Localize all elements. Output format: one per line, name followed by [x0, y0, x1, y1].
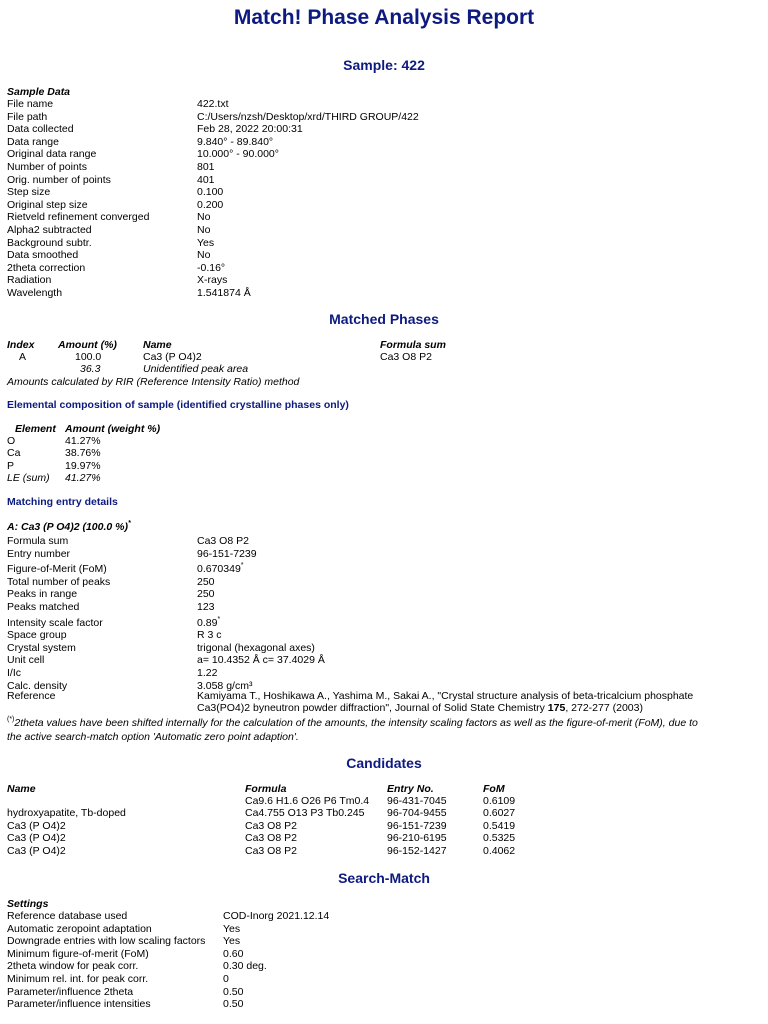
- entry-value: [197, 563, 244, 576]
- reference-label: Reference: [7, 690, 56, 702]
- setting-value: 0.50: [223, 998, 244, 1011]
- entry-value: trigonal (hexagonal axes): [197, 641, 315, 654]
- candidate-row: [0, 820, 768, 833]
- sample-title: Sample: 422: [343, 57, 425, 73]
- matching-entry-row: [0, 654, 768, 667]
- sample-value: 0.100: [197, 186, 224, 199]
- sample-data-row: [0, 98, 768, 111]
- element-amount: 38.76%: [65, 447, 101, 460]
- cand-header-formula: Formula: [245, 783, 287, 795]
- search-match-heading: Search-Match: [338, 870, 430, 886]
- matching-entry-row: [0, 548, 768, 561]
- candidate-row: [0, 795, 768, 808]
- setting-label: Parameter/influence 2theta: [7, 985, 134, 998]
- phase-entry-title: [7, 521, 131, 534]
- sample-value: 0.200: [197, 198, 224, 211]
- sample-label: Data collected: [7, 123, 74, 136]
- sample-data-row: [0, 111, 768, 124]
- candidate-row: [0, 807, 768, 820]
- entry-label: Unit cell: [7, 654, 45, 667]
- candidate-fom: 0.5325: [483, 832, 516, 845]
- cand-header-fom: FoM: [483, 783, 505, 795]
- header-formula-sum: Formula sum: [380, 339, 446, 351]
- setting-label: Parameter/influence intensities: [7, 998, 151, 1011]
- entry-label: Intensity scale factor: [7, 616, 103, 629]
- footnote-line-2: the active search-match option 'Automatic zero point adaption'.: [7, 731, 299, 743]
- entry-value-text: 0.89: [197, 616, 218, 629]
- entry-label: Formula sum: [7, 535, 69, 547]
- candidate-formula: Ca4.755 O13 P3 Tb0.245: [245, 807, 365, 820]
- sample-label: Original step size: [7, 198, 88, 211]
- reference-volume: 175: [547, 702, 566, 714]
- elemental-row: [0, 460, 768, 473]
- entry-value: [197, 617, 220, 630]
- sample-value: -0.16°: [197, 261, 226, 274]
- reference-line-2: [197, 702, 643, 715]
- sample-value: Yes: [197, 236, 215, 249]
- elemental-row: [0, 435, 768, 448]
- matching-entry-row: [0, 617, 768, 630]
- setting-value: 0.60: [223, 947, 244, 960]
- settings-row: [0, 910, 768, 923]
- entry-value: 1.22: [197, 667, 218, 679]
- unidentified-name: Unidentified peak area: [143, 363, 249, 375]
- header-index: Index: [7, 339, 35, 351]
- sample-label: Number of points: [7, 161, 87, 173]
- entry-label: I/Ic: [7, 667, 22, 679]
- candidate-formula: Ca3 O8 P2: [245, 819, 297, 832]
- sample-value: 801: [197, 161, 215, 173]
- entry-label: Calc. density: [7, 679, 68, 692]
- cand-header-entry: Entry No.: [387, 783, 434, 795]
- header-amount: Amount (%): [58, 339, 117, 351]
- sample-data-row: [0, 174, 768, 187]
- asterisk-mark: *: [217, 615, 221, 623]
- sample-value: C:/Users/nzsh/Desktop/xrd/THIRD GROUP/422: [197, 110, 419, 123]
- candidate-formula: Ca3 O8 P2: [245, 832, 297, 845]
- candidate-fom: 0.5419: [483, 819, 516, 832]
- entry-value: Ca3 O8 P2: [197, 535, 249, 547]
- candidate-fom: 0.4062: [483, 844, 516, 857]
- element-amount: 41.27%: [65, 472, 101, 485]
- elemental-row: [0, 447, 768, 460]
- settings-row: [0, 973, 768, 986]
- sample-label: Background subtr.: [7, 236, 92, 249]
- reference-row-2: [0, 702, 768, 715]
- phase-amount: 100.0: [75, 351, 102, 363]
- setting-value: 0.50: [223, 985, 244, 998]
- sample-data-row: [0, 123, 768, 136]
- sample-label: Rietveld refinement converged: [7, 211, 150, 224]
- sample-value: Feb 28, 2022 20:00:31: [197, 123, 303, 136]
- sample-label: Wavelength: [7, 287, 63, 299]
- setting-label: 2theta window for peak corr.: [7, 960, 139, 973]
- sample-value: 10.000° - 90.000°: [197, 148, 279, 161]
- matching-entry-row: [0, 588, 768, 601]
- matched-phases-heading: Matched Phases: [329, 311, 439, 327]
- asterisk-mark: *: [240, 562, 244, 570]
- candidate-entry: 96-431-7045: [387, 795, 447, 807]
- setting-label: Minimum figure-of-merit (FoM): [7, 947, 149, 960]
- sample-data-heading: Sample Data: [7, 86, 71, 98]
- sample-data-row: [0, 211, 768, 224]
- setting-value: COD-Inorg 2021.12.14: [223, 910, 330, 922]
- entry-label: Figure-of-Merit (FoM): [7, 563, 107, 576]
- element-symbol: P: [7, 459, 15, 472]
- settings-row: [0, 998, 768, 1011]
- entry-label: Crystal system: [7, 641, 76, 654]
- entry-value-text: 0.670349: [197, 563, 241, 576]
- candidates-heading: Candidates: [346, 755, 422, 771]
- matching-entry-row: [0, 601, 768, 614]
- footnote-line-1: [7, 717, 698, 730]
- sample-label: Data range: [7, 135, 59, 148]
- settings-row: [0, 923, 768, 936]
- sample-data-row: [0, 287, 768, 300]
- candidate-entry: 96-210-6195: [387, 832, 447, 845]
- entry-label: Total number of peaks: [7, 575, 111, 588]
- sample-value: 422.txt: [197, 98, 229, 110]
- sample-value: No: [197, 224, 211, 236]
- candidate-fom: 0.6109: [483, 795, 516, 807]
- settings-row: [0, 986, 768, 999]
- sample-label: File name: [7, 98, 54, 110]
- sample-data-row: [0, 199, 768, 212]
- sample-data-row: [0, 237, 768, 250]
- matching-entry-row: [0, 667, 768, 680]
- sample-label: File path: [7, 110, 48, 123]
- candidate-name: Ca3 (P O4)2: [7, 832, 66, 845]
- entry-value: 96-151-7239: [197, 547, 257, 560]
- settings-heading: Settings: [7, 898, 49, 910]
- candidate-formula: Ca3 O8 P2: [245, 844, 297, 857]
- candidate-row: [0, 845, 768, 858]
- matching-entry-heading: Matching entry details: [7, 496, 118, 508]
- entry-label: Peaks in range: [7, 588, 78, 601]
- sample-label: Step size: [7, 186, 51, 199]
- sample-value: 401: [197, 173, 215, 186]
- reference-line-1: Kamiyama T., Hoshikawa A., Yashima M., Sakai A., "Crystal structure analysis of beta-tricalcium phosphate: [197, 690, 694, 702]
- sample-value: No: [197, 249, 211, 262]
- setting-value: Yes: [223, 935, 241, 948]
- phase-entry-star: *: [128, 520, 131, 527]
- unidentified-row: [0, 363, 768, 376]
- rir-note: Amounts calculated by RIR (Reference Intensity Ratio) method: [7, 376, 300, 388]
- setting-label: Automatic zeropoint adaptation: [7, 922, 152, 935]
- setting-label: Reference database used: [7, 910, 128, 922]
- setting-value: 0: [223, 973, 229, 985]
- sample-label: Alpha2 subtracted: [7, 224, 92, 236]
- candidate-entry: 96-704-9455: [387, 807, 447, 820]
- sample-label: Original data range: [7, 148, 97, 161]
- matching-entry-row: [0, 629, 768, 642]
- element-amount: 41.27%: [65, 435, 101, 447]
- report-title: Match! Phase Analysis Report: [233, 6, 535, 29]
- setting-label: Minimum rel. int. for peak corr.: [7, 973, 149, 985]
- sample-value: 1.541874 Å: [197, 287, 251, 299]
- sample-label: Data smoothed: [7, 249, 79, 262]
- reference-line-2-pre: Ca3(PO4)2 byneutron powder diffraction", Journal of Solid State Chemistry: [197, 702, 548, 714]
- element-symbol: Ca: [7, 447, 21, 460]
- sample-data-row: [0, 186, 768, 199]
- entry-value: R 3 c: [197, 629, 222, 642]
- matching-entry-row: [0, 576, 768, 589]
- sample-data-row: [0, 161, 768, 174]
- sample-data-row: [0, 249, 768, 262]
- footnote-text-1: 2theta values have been shifted internally for the calculation of the amounts, the intensity scaling factors as well as the figure-of-merit (FoM), due to: [14, 717, 698, 729]
- sample-label: 2theta correction: [7, 261, 86, 274]
- element-symbol: LE (sum): [7, 472, 50, 485]
- candidate-name: hydroxyapatite, Tb-doped: [7, 807, 126, 820]
- sample-data-row: [0, 262, 768, 275]
- elemental-row: [0, 472, 768, 485]
- element-amount: 19.97%: [65, 459, 101, 472]
- header-weight: Amount (weight %): [65, 423, 161, 435]
- reference-line-2-post: , 272-277 (2003): [565, 702, 643, 714]
- header-name: Name: [143, 339, 172, 351]
- phase-index: A: [19, 351, 27, 363]
- candidate-row: [0, 832, 768, 845]
- setting-value: 0.30 deg.: [223, 960, 267, 973]
- sample-label: Radiation: [7, 274, 52, 287]
- settings-row: [0, 935, 768, 948]
- settings-row: [0, 960, 768, 973]
- candidate-formula: Ca9.6 H1.6 O26 P6 Tm0.4: [245, 795, 370, 807]
- candidate-entry: 96-151-7239: [387, 819, 447, 832]
- sample-value: X-rays: [197, 274, 228, 287]
- candidate-name: Ca3 (P O4)2: [7, 819, 66, 832]
- sample-data-row: [0, 148, 768, 161]
- sample-label: Orig. number of points: [7, 173, 111, 186]
- setting-value: Yes: [223, 922, 241, 935]
- footnote-mark: (*): [7, 716, 15, 723]
- unidentified-amount: 36.3: [80, 363, 101, 375]
- entry-value: 3.058 g/cm³: [197, 679, 253, 692]
- candidate-name: Ca3 (P O4)2: [7, 844, 66, 857]
- candidate-entry: 96-152-1427: [387, 844, 447, 857]
- entry-value: a= 10.4352 Å c= 37.4029 Å: [197, 654, 325, 667]
- sample-data-row: [0, 224, 768, 237]
- cand-header-name: Name: [7, 783, 36, 795]
- sample-data-row: [0, 136, 768, 149]
- phase-entry-title-text: A: Ca3 (P O4)2 (100.0 %): [7, 521, 128, 533]
- phase-name: Ca3 (P O4)2: [143, 351, 202, 363]
- elemental-heading: Elemental composition of sample (identified crystalline phases only): [7, 399, 349, 411]
- entry-value: 250: [197, 588, 215, 601]
- entry-label: Peaks matched: [7, 601, 80, 613]
- sample-value: No: [197, 211, 211, 224]
- sample-data-row: [0, 274, 768, 287]
- matching-entry-row: [0, 642, 768, 655]
- entry-label: Space group: [7, 629, 67, 642]
- settings-row: [0, 948, 768, 961]
- sample-value: 9.840° - 89.840°: [197, 135, 274, 148]
- candidate-fom: 0.6027: [483, 807, 516, 820]
- entry-value: 123: [197, 601, 215, 613]
- matching-entry-row: [0, 535, 768, 548]
- header-element: Element: [15, 423, 56, 435]
- matching-entry-row: [0, 563, 768, 576]
- entry-value: 250: [197, 575, 215, 588]
- setting-label: Downgrade entries with low scaling factors: [7, 935, 206, 948]
- entry-label: Entry number: [7, 547, 71, 560]
- phase-formula: Ca3 O8 P2: [380, 351, 432, 363]
- element-symbol: O: [7, 435, 16, 447]
